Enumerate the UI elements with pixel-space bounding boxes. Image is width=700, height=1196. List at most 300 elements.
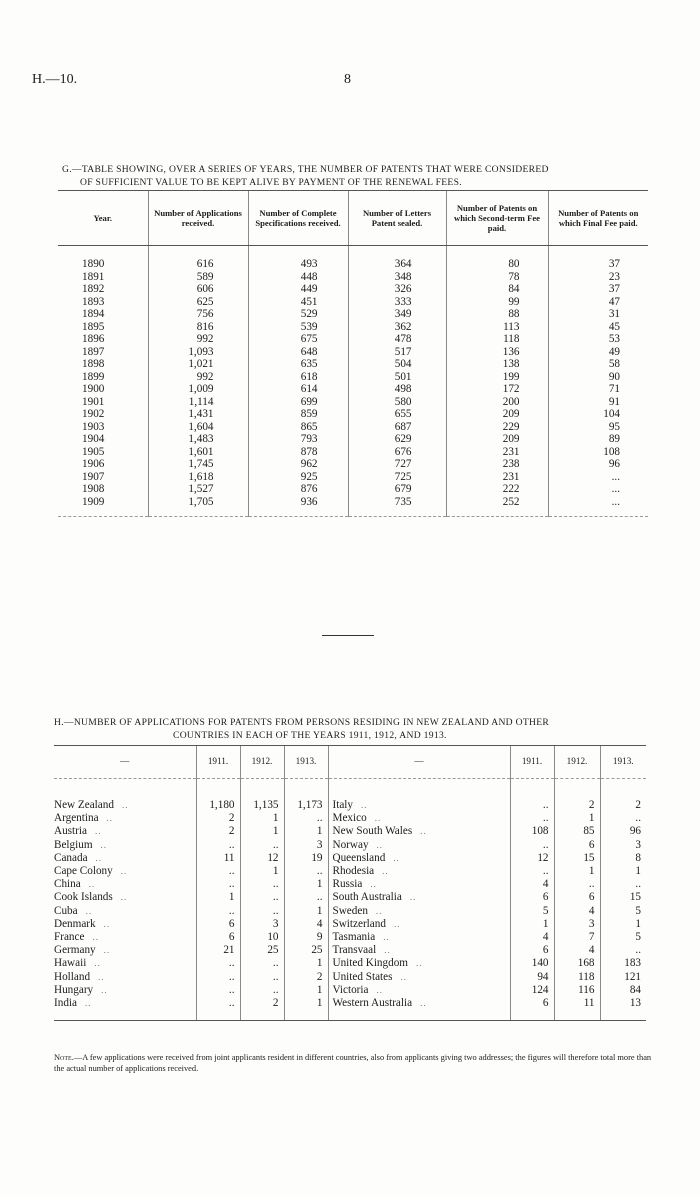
table-cell: 4 <box>284 918 328 931</box>
country-cell <box>328 997 510 1010</box>
table-cell: 629 <box>348 433 446 446</box>
table-cell: 756 <box>148 308 248 321</box>
table-cell: 96 <box>548 458 648 471</box>
table-cell: 1908 <box>82 483 105 495</box>
table-g-spacer-cell <box>248 246 348 259</box>
table-cell: 1 <box>554 812 600 825</box>
table-cell: 1,173 <box>284 799 328 812</box>
table-cell: 5 <box>510 905 554 918</box>
table-cell: 2 <box>196 825 240 838</box>
dot-leaders: .. <box>94 826 102 837</box>
section-divider <box>322 635 374 636</box>
table-cell: 333 <box>348 296 446 309</box>
table-cell: 229 <box>446 421 548 434</box>
table-cell: 1 <box>284 997 328 1010</box>
table-h-end-cell <box>240 1010 284 1021</box>
table-cell: 3 <box>240 918 284 931</box>
table-g-spacer-cell <box>148 246 248 259</box>
table-cell: 478 <box>348 333 446 346</box>
table-h-end-cell <box>196 1010 240 1021</box>
table-cell: 816 <box>148 321 248 334</box>
table-cell: 78 <box>446 271 548 284</box>
table-cell: .. <box>284 865 328 878</box>
table-cell: 11 <box>196 852 240 865</box>
country-name: France <box>54 931 85 944</box>
table-row <box>58 258 648 271</box>
table-cell: 4 <box>510 878 554 891</box>
table-cell: .. <box>196 984 240 997</box>
table-row <box>58 371 648 384</box>
table-cell: 10 <box>240 931 284 944</box>
year-column-header: 1913. <box>600 746 646 779</box>
table-cell: 53 <box>548 333 648 346</box>
table-row <box>58 271 648 284</box>
table-h-end-cell <box>328 1010 510 1021</box>
table-cell: 15 <box>554 852 600 865</box>
dot-leaders: .. <box>416 958 423 969</box>
table-cell: 504 <box>348 358 446 371</box>
dot-leaders: .. <box>375 905 383 916</box>
country-name: Holland <box>54 970 91 983</box>
table-cell: 1,021 <box>148 358 248 371</box>
dot-leaders: .. <box>92 932 99 943</box>
table-cell: 1909 <box>82 495 105 508</box>
table-cell: .. <box>284 891 328 904</box>
table-cell: 1901 <box>82 395 105 408</box>
table-cell: .. <box>240 891 284 904</box>
table-cell: 625 <box>148 296 248 309</box>
table-cell: 84 <box>446 283 548 296</box>
country-name: Cape Colony <box>54 865 113 878</box>
table-cell: 121 <box>600 971 646 984</box>
country-name: Denmark <box>54 917 96 930</box>
table-cell: .. <box>510 799 554 812</box>
table-cell: 793 <box>248 433 348 446</box>
table-g-caption-line-1: G.—TABLE SHOWING, OVER A SERIES OF YEARS, THE NUMBER OF PATENTS THAT WERE CONSIDERED <box>62 164 549 175</box>
table-row <box>54 878 646 891</box>
dot-leaders: .. <box>103 918 111 929</box>
dot-leaders: .. <box>120 866 128 877</box>
table-cell: 362 <box>348 321 446 334</box>
country-name: United Kingdom <box>332 957 409 970</box>
table-cell: 448 <box>248 271 348 284</box>
country-cell <box>54 957 196 970</box>
table-cell: 58 <box>548 358 648 371</box>
table-row <box>54 971 646 984</box>
table-cell: 95 <box>548 421 648 434</box>
table-h-spacer-cell <box>196 779 240 800</box>
table-cell: 992 <box>148 371 248 384</box>
table-cell: 865 <box>248 421 348 434</box>
renewal-fees-table <box>58 190 648 517</box>
dot-leaders: .. <box>98 971 105 982</box>
table-cell: 118 <box>446 333 548 346</box>
table-cell: 539 <box>248 321 348 334</box>
table-cell: 6 <box>554 891 600 904</box>
country-name: Germany <box>54 944 96 957</box>
dot-leaders: .. <box>376 984 383 995</box>
table-cell: 23 <box>548 271 648 284</box>
table-h-end <box>54 1010 646 1021</box>
country-name: Switzerland <box>332 917 386 930</box>
dot-leaders: .. <box>95 852 103 863</box>
table-cell: 3 <box>600 839 646 852</box>
table-g-end-cell <box>148 508 248 517</box>
table-cell: 5 <box>600 905 646 918</box>
year-column-header: 1913. <box>284 746 328 779</box>
table-cell: 49 <box>548 346 648 359</box>
table-cell: 1898 <box>82 358 105 370</box>
country-name: Hawaii <box>54 957 87 970</box>
country-cell <box>328 852 510 865</box>
table-cell: 725 <box>348 471 446 484</box>
table-cell: 859 <box>248 408 348 421</box>
table-row <box>54 918 646 931</box>
table-cell: .. <box>510 839 554 852</box>
table-cell: 1894 <box>82 308 105 320</box>
table-cell: 1 <box>284 878 328 891</box>
year-column-header: 1912. <box>240 746 284 779</box>
table-cell: 96 <box>600 825 646 838</box>
table-row <box>54 799 646 812</box>
table-cell: 648 <box>248 346 348 359</box>
table-cell: 138 <box>446 358 548 371</box>
table-cell: 1895 <box>82 320 105 333</box>
country-name: New Zealand <box>54 799 114 811</box>
table-cell: 501 <box>348 371 446 384</box>
table-cell: 2 <box>600 799 646 812</box>
table-cell: 1906 <box>82 458 105 470</box>
country-cell <box>328 931 510 944</box>
table-g-column-header: Number of Letters Patent sealed. <box>348 191 446 246</box>
table-row <box>54 984 646 997</box>
table-cell: ... <box>548 483 648 496</box>
table-cell: 1,093 <box>148 346 248 359</box>
country-cell <box>54 918 196 931</box>
table-cell: 13 <box>600 997 646 1010</box>
country-cell <box>328 957 510 970</box>
table-cell: 6 <box>554 839 600 852</box>
dot-leaders: .. <box>420 826 427 837</box>
table-cell: 876 <box>248 483 348 496</box>
table-h-end-cell <box>284 1010 328 1021</box>
country-cell <box>54 905 196 918</box>
table-h-spacer-cell <box>54 779 196 800</box>
table-cell: 529 <box>248 308 348 321</box>
table-cell: 1 <box>240 825 284 838</box>
table-h-header-row <box>54 746 646 779</box>
table-g-end <box>58 508 648 517</box>
table-cell: 735 <box>348 496 446 509</box>
table-cell: 1890 <box>82 258 105 270</box>
footnote <box>54 1052 654 1074</box>
table-cell: 25 <box>284 944 328 957</box>
country-name: Cuba <box>54 904 78 917</box>
country-name: Cook Islands <box>54 891 113 904</box>
table-g-end-cell <box>248 508 348 517</box>
table-h-caption-line-1: H.—NUMBER OF APPLICATIONS FOR PATENTS FROM PERSONS RESIDING IN NEW ZEALAND AND OTHER <box>54 717 550 728</box>
country-cell <box>54 971 196 984</box>
dot-leaders: .. <box>94 958 101 969</box>
table-cell: .. <box>196 971 240 984</box>
table-cell: 8 <box>600 852 646 865</box>
country-cell <box>54 852 196 865</box>
table-cell: 1900 <box>82 383 105 395</box>
dot-leaders: .. <box>374 813 382 824</box>
table-cell: 580 <box>348 396 446 409</box>
table-cell: 168 <box>554 957 600 970</box>
table-cell: 124 <box>510 984 554 997</box>
table-cell: 1,135 <box>240 799 284 812</box>
table-g-column-header: Number of Patents on which Final Fee paid. <box>548 191 648 246</box>
table-cell: 1,601 <box>148 446 248 459</box>
table-cell: ... <box>548 496 648 509</box>
table-h-spacer-cell <box>284 779 328 800</box>
table-cell: 1,431 <box>148 408 248 421</box>
table-cell: .. <box>240 984 284 997</box>
table-cell: 88 <box>446 308 548 321</box>
table-cell: 90 <box>548 371 648 384</box>
table-cell: 616 <box>148 258 248 271</box>
dot-leaders: .. <box>100 839 108 850</box>
table-cell: 589 <box>148 271 248 284</box>
country-cell <box>54 865 196 878</box>
table-cell: 118 <box>554 971 600 984</box>
table-cell: 655 <box>348 408 446 421</box>
country-cell <box>54 944 196 957</box>
table-row <box>54 825 646 838</box>
country-cell <box>54 984 196 997</box>
country-name: United States <box>332 970 393 983</box>
country-cell <box>54 891 196 904</box>
table-cell: 1,483 <box>148 433 248 446</box>
country-name: Russia <box>332 878 363 891</box>
table-cell: 3 <box>284 839 328 852</box>
table-cell: 727 <box>348 458 446 471</box>
table-cell: .. <box>240 878 284 891</box>
table-cell: 116 <box>554 984 600 997</box>
table-cell: 676 <box>348 446 446 459</box>
table-row <box>58 408 648 421</box>
table-g-column-header: Number of Patents on which Second-term Fee paid. <box>446 191 548 246</box>
table-cell: 517 <box>348 346 446 359</box>
table-cell: 15 <box>600 891 646 904</box>
table-cell: 4 <box>510 931 554 944</box>
table-cell: 209 <box>446 433 548 446</box>
table-cell: 878 <box>248 446 348 459</box>
table-cell: 679 <box>348 483 446 496</box>
country-cell <box>54 997 196 1010</box>
table-cell: 7 <box>554 931 600 944</box>
table-h-spacer <box>54 779 646 800</box>
table-cell: 104 <box>548 408 648 421</box>
dot-leaders: .. <box>88 879 96 890</box>
country-cell <box>328 839 510 852</box>
table-cell: 2 <box>284 971 328 984</box>
table-cell: 80 <box>446 258 548 271</box>
table-cell: .. <box>600 812 646 825</box>
table-cell: 91 <box>548 396 648 409</box>
table-g-end-cell <box>348 508 446 517</box>
table-h-end-cell <box>554 1010 600 1021</box>
country-name: Argentina <box>54 812 99 825</box>
table-cell: 349 <box>348 308 446 321</box>
table-cell: 6 <box>196 931 240 944</box>
table-cell: 12 <box>240 852 284 865</box>
table-cell: 136 <box>446 346 548 359</box>
table-g-end-cell <box>446 508 548 517</box>
document-reference: H.—10. <box>32 72 78 87</box>
table-g-spacer-cell <box>446 246 548 259</box>
table-cell: 113 <box>446 321 548 334</box>
table-cell: 498 <box>348 383 446 396</box>
page-header <box>32 72 668 92</box>
table-g-header-row <box>58 191 648 246</box>
dot-leaders: .. <box>361 800 368 810</box>
table-cell: 1,745 <box>148 458 248 471</box>
country-name: Belgium <box>54 838 93 851</box>
table-row <box>54 852 646 865</box>
table-cell: 45 <box>548 321 648 334</box>
table-row <box>58 346 648 359</box>
table-h-body <box>54 779 646 1021</box>
country-name: India <box>54 997 77 1010</box>
table-cell: 1,009 <box>148 383 248 396</box>
table-cell: 449 <box>248 283 348 296</box>
table-cell: 12 <box>510 852 554 865</box>
country-name: Italy <box>332 799 354 811</box>
table-cell: 2 <box>196 812 240 825</box>
table-cell: .. <box>240 839 284 852</box>
country-cell <box>328 918 510 931</box>
table-cell: 1896 <box>82 333 105 345</box>
table-cell: 1904 <box>82 433 105 445</box>
table-cell: .. <box>196 839 240 852</box>
table-h-caption <box>54 716 654 742</box>
country-cell <box>54 825 196 838</box>
table-cell: 1 <box>196 891 240 904</box>
table-cell: 231 <box>446 446 548 459</box>
table-cell: 85 <box>554 825 600 838</box>
dot-leaders: .. <box>120 892 128 903</box>
table-cell: ... <box>548 471 648 484</box>
table-h-spacer-cell <box>240 779 284 800</box>
dot-leaders: .. <box>85 998 92 1009</box>
table-cell: 199 <box>446 371 548 384</box>
country-cell <box>328 944 510 957</box>
table-cell: 99 <box>446 296 548 309</box>
table-row <box>54 944 646 957</box>
table-h-spacer-cell <box>510 779 554 800</box>
table-row <box>54 931 646 944</box>
table-cell: 348 <box>348 271 446 284</box>
table-cell: .. <box>600 878 646 891</box>
table-row <box>58 333 648 346</box>
table-cell: .. <box>510 812 554 825</box>
table-cell: 89 <box>548 433 648 446</box>
table-row <box>54 957 646 970</box>
table-h-end-cell <box>54 1010 196 1021</box>
table-cell: 84 <box>600 984 646 997</box>
year-column-header: 1912. <box>554 746 600 779</box>
country-cell <box>54 812 196 825</box>
dot-leaders: .. <box>383 932 390 943</box>
table-cell: 1 <box>284 825 328 838</box>
table-cell: 4 <box>554 944 600 957</box>
table-row <box>58 458 648 471</box>
country-name: Hungary <box>54 983 94 996</box>
table-cell: 231 <box>446 471 548 484</box>
dot-leaders: .. <box>85 905 93 916</box>
table-cell: 2 <box>554 799 600 812</box>
table-cell: .. <box>284 812 328 825</box>
country-cell <box>54 799 196 812</box>
country-cell <box>328 878 510 891</box>
table-cell: 1,527 <box>148 483 248 496</box>
table-cell: 252 <box>446 496 548 509</box>
table-cell: 222 <box>446 483 548 496</box>
table-row <box>58 446 648 459</box>
table-cell: 1 <box>510 918 554 931</box>
table-cell: 6 <box>510 997 554 1010</box>
table-g-column-header: Number of Applications received. <box>148 191 248 246</box>
table-cell: 699 <box>248 396 348 409</box>
table-cell: 140 <box>510 957 554 970</box>
country-cell <box>328 825 510 838</box>
table-cell: 1,705 <box>148 496 248 509</box>
table-cell: 1,618 <box>148 471 248 484</box>
table-cell: 618 <box>248 371 348 384</box>
table-cell: .. <box>240 957 284 970</box>
country-name: Queensland <box>332 851 386 864</box>
table-row <box>58 396 648 409</box>
table-h-spacer-cell <box>328 779 510 800</box>
dot-leaders: .. <box>409 892 417 903</box>
footnote-label: Note. <box>54 1053 74 1062</box>
table-row <box>58 471 648 484</box>
table-cell: .. <box>240 971 284 984</box>
table-cell: 1 <box>600 918 646 931</box>
dot-leaders: .. <box>393 852 400 863</box>
dot-leaders: .. <box>376 839 384 850</box>
table-cell: 172 <box>446 383 548 396</box>
country-column-header: — <box>54 746 196 779</box>
table-cell: 21 <box>196 944 240 957</box>
table-cell: 326 <box>348 283 446 296</box>
table-cell: 71 <box>548 383 648 396</box>
footnote-text: —A few applications were received from joint applicants resident in different countries, also from applicants giving two addresses; the figures will therefore total more than the actual number of applications received. <box>54 1053 652 1073</box>
table-cell: 925 <box>248 471 348 484</box>
table-cell: 1,604 <box>148 421 248 434</box>
table-g-caption <box>62 163 662 189</box>
table-h-caption-line-2: COUNTRIES IN EACH OF THE YEARS 1911, 1912, AND 1913. <box>173 730 447 741</box>
dot-leaders: .. <box>420 998 427 1009</box>
table-cell: 2 <box>240 997 284 1010</box>
table-cell: 962 <box>248 458 348 471</box>
table-cell: 1 <box>284 957 328 970</box>
table-row <box>58 496 648 509</box>
table-cell: 992 <box>148 333 248 346</box>
table-cell: 9 <box>284 931 328 944</box>
table-cell: .. <box>600 944 646 957</box>
country-cell <box>54 931 196 944</box>
table-row <box>58 358 648 371</box>
table-cell: 200 <box>446 396 548 409</box>
country-cell <box>54 878 196 891</box>
table-row <box>58 433 648 446</box>
table-g-spacer-cell <box>548 246 648 259</box>
table-cell: 1902 <box>82 408 105 420</box>
